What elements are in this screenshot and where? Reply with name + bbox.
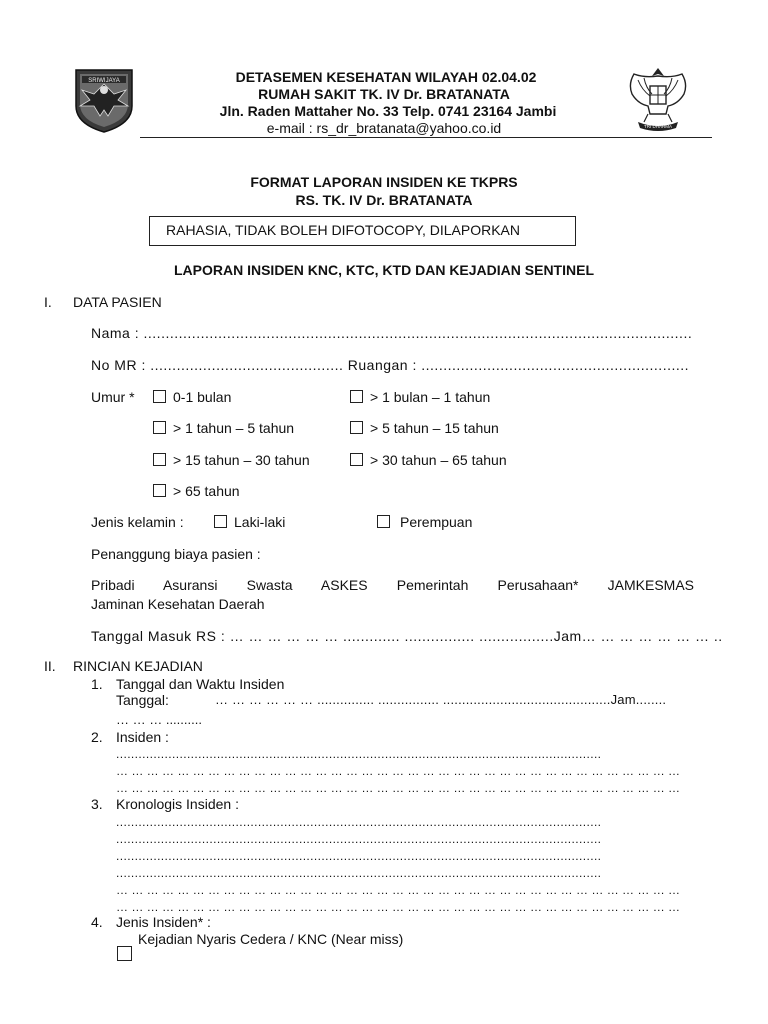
item2-line-3[interactable]: … … … … … … … … … … … … … … … … … … … … … … … … … … … … … … … … … … … … … — [116, 781, 681, 795]
payer-options: Pribadi Asuransi Swasta ASKES Pemerintah Perusahaan* JAMKESMAS — [91, 577, 694, 593]
email-line: e-mail : rs_dr_bratanata@yahoo.co.id — [266, 120, 502, 136]
section2-title: RINCIAN KEJADIAN — [73, 658, 203, 674]
item3-line-6[interactable]: … … … … … … … … … … … … … … … … … … … … … … … … … … … … … … … … … … … … … — [116, 900, 681, 914]
gender-label: Jenis kelamin : — [91, 514, 184, 530]
item2-line-1[interactable]: .................................................................................................................................. — [116, 747, 602, 761]
garuda-logo-text: TRI DHARMA — [644, 124, 672, 129]
age-option-1-5-tahun[interactable]: > 1 tahun – 5 tahun — [153, 420, 294, 436]
checkbox[interactable] — [350, 453, 363, 466]
payer-label: Penanggung biaya pasien : — [91, 546, 261, 562]
item2-line-2[interactable]: … … … … … … … … … … … … … … … … … … … … … … … … … … … … … … … … … … … … … — [116, 764, 681, 778]
item3-line-3[interactable]: .................................................................................................................................. — [116, 849, 602, 863]
checkbox[interactable] — [350, 421, 363, 434]
hospital-name-line: RUMAH SAKIT TK. IV Dr. BRATANATA — [258, 86, 510, 102]
sriwijaya-logo-text: SRIWIJAYA — [88, 78, 120, 84]
checkbox[interactable] — [377, 515, 390, 528]
item1-tanggal-field[interactable]: … … … … … … ............... ................ ............................................Jam........ — [215, 692, 667, 707]
checkbox[interactable] — [350, 390, 363, 403]
report-title: LAPORAN INSIDEN KNC, KTC, KTD DAN KEJADIAN SENTINEL — [173, 262, 594, 278]
section2-number: II. — [44, 658, 56, 674]
item3-title: Kronologis Insiden : — [116, 796, 239, 812]
item1-title: Tanggal dan Waktu Insiden — [116, 676, 285, 692]
item3-line-5[interactable]: … … … … … … … … … … … … … … … … … … … … … … … … … … … … … … … … … … … … … — [116, 883, 681, 897]
age-option-65-tahun[interactable]: > 65 tahun — [153, 483, 240, 499]
item4-option-knc-label: Kejadian Nyaris Cedera / KNC (Near miss) — [138, 931, 404, 947]
form-subtitle: RS. TK. IV Dr. BRATANATA — [295, 192, 473, 208]
checkbox[interactable] — [153, 484, 166, 497]
umur-label: Umur * — [91, 389, 135, 405]
tanggal-masuk-field[interactable]: Tanggal Masuk RS : … … … … … … ............. ................ .................Jam… … … … … … … .. — [91, 628, 723, 644]
section1-number: I. — [44, 294, 52, 310]
checkbox[interactable] — [214, 515, 227, 528]
nama-field[interactable]: Nama : ............................................................................................................................. — [91, 325, 693, 341]
item2-number: 2. — [91, 729, 103, 745]
org-name-line: DETASEMEN KESEHATAN WILAYAH 02.04.02 — [235, 69, 537, 85]
age-option-15-30-tahun[interactable]: > 15 tahun – 30 tahun — [153, 452, 310, 468]
item1-number: 1. — [91, 676, 103, 692]
confidential-notice-box — [149, 216, 576, 246]
age-option-1bulan-1tahun[interactable]: > 1 bulan – 1 tahun — [350, 389, 490, 405]
checkbox[interactable] — [153, 421, 166, 434]
letterhead-divider — [140, 137, 712, 138]
item4-number: 4. — [91, 914, 103, 930]
form-title: FORMAT LAPORAN INSIDEN KE TKPRS — [250, 174, 518, 190]
age-option-0-1-bulan[interactable]: 0-1 bulan — [153, 389, 231, 405]
item3-line-2[interactable]: .................................................................................................................................. — [116, 832, 602, 846]
item4-option-knc-checkbox[interactable] — [117, 946, 132, 961]
payer-option-jamkesda: Jaminan Kesehatan Daerah — [91, 596, 265, 612]
no-mr-ruangan-field[interactable]: No MR : ............................................ Ruangan : ............................................................. — [91, 357, 690, 373]
section1-title: DATA PASIEN — [73, 294, 162, 310]
item3-line-4[interactable]: .................................................................................................................................. — [116, 866, 602, 880]
item4-title: Jenis Insiden* : — [116, 914, 211, 930]
age-option-30-65-tahun[interactable]: > 30 tahun – 65 tahun — [350, 452, 507, 468]
age-option-5-15-tahun[interactable]: > 5 tahun – 15 tahun — [350, 420, 499, 436]
checkbox[interactable] — [153, 453, 166, 466]
item1-tanggal-continuation[interactable]: … … … .......... — [116, 712, 202, 727]
item3-line-1[interactable]: .................................................................................................................................. — [116, 815, 602, 829]
gender-option-female[interactable]: Perempuan — [377, 514, 472, 530]
checkbox[interactable] — [153, 390, 166, 403]
item1-tanggal-label: Tanggal: — [116, 692, 169, 708]
gender-option-male[interactable]: Laki-laki — [214, 514, 285, 530]
item2-title: Insiden : — [116, 729, 169, 745]
confidential-notice: RAHASIA, TIDAK BOLEH DIFOTOCOPY, DILAPORKAN — [166, 222, 520, 238]
address-line: Jln. Raden Mattaher No. 33 Telp. 0741 23164 Jambi — [219, 103, 557, 119]
item3-number: 3. — [91, 796, 103, 812]
